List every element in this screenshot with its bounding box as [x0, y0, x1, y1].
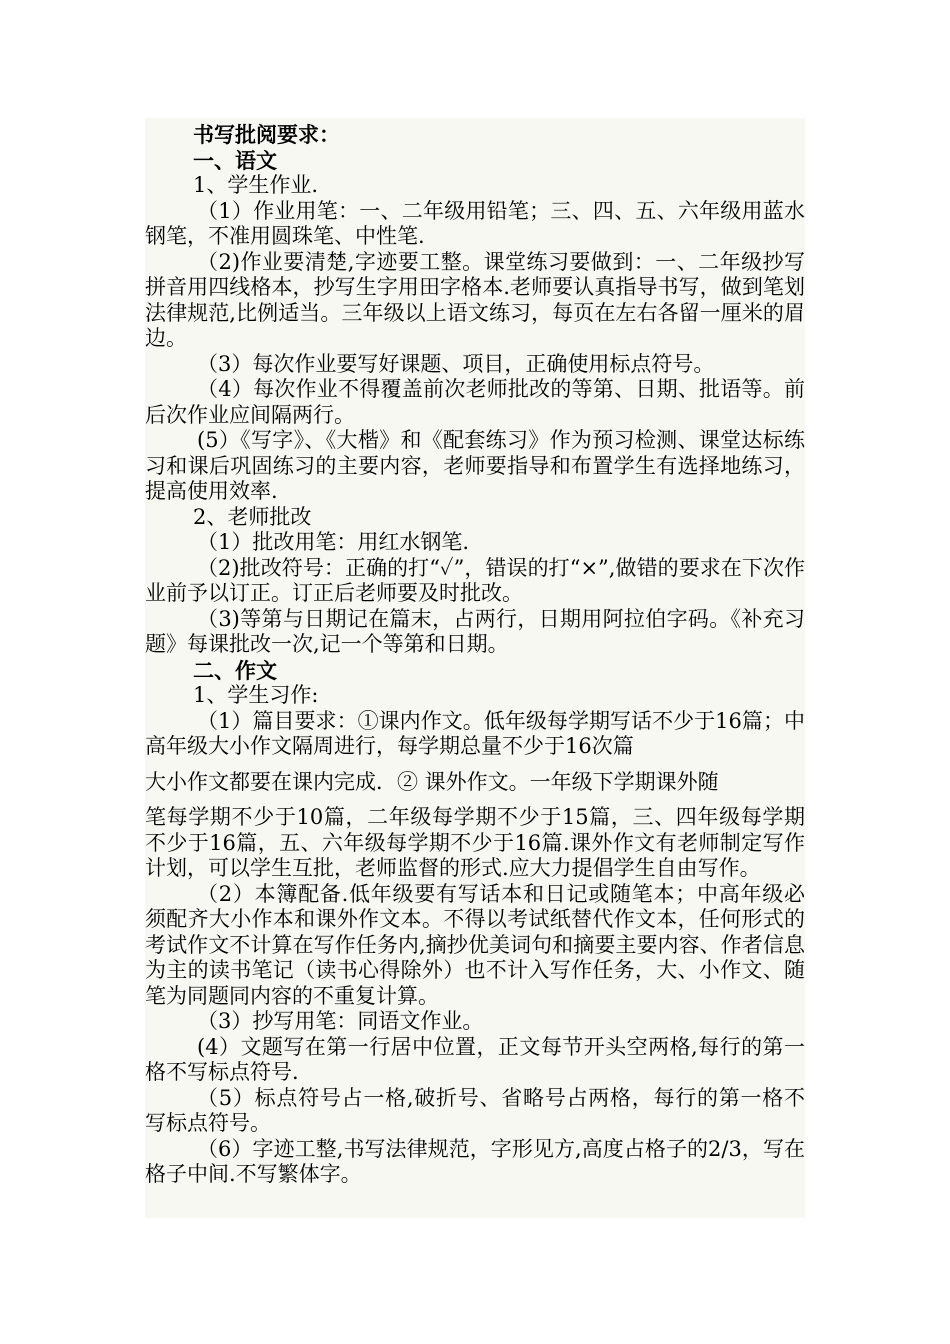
paragraph: （1）篇目要求：①课内作文。低年级每学期写话不少于16篇；中高年级大小作文隔周进行，每学期总量不少于16次篇 — [145, 708, 805, 758]
paragraph-continued: 大小作文都要在课内完成．② 课外作文。一年级下学期课外随 — [145, 769, 719, 794]
subsection-student-writing: 1、学生习作: — [193, 683, 319, 707]
paragraph: （3）每次作业要写好课题、项目，正确使用标点符号。 — [197, 351, 715, 376]
paragraph: （2）本簿配备.低年级要有写话本和日记或随笔本；中高年级必须配齐大小作本和课外作文本。不得以考试纸替代作文本，任何形式的考试作文不计算在写作任务内,摘抄优美词句和摘要主要内容、作者信息为主的读书笔记（读书心得除外）也不计入写作任务，大、小作文、随笔为同题同内容的不重复计算。 — [145, 881, 805, 1008]
paragraph: （3)等第与日期记在篇末，占两行，日期用阿拉伯字码。《补充习题》每课批改一次,记一个等第和日期。 — [145, 606, 805, 656]
paragraph: （4）每次作业不得覆盖前次老师批改的等第、日期、批语等。前后次作业应间隔两行。 — [145, 377, 805, 427]
paragraph-continued: 笔每学期不少于10篇，二年级每学期不少于15篇，三、四年级每学期不少于16篇，五、六年级每学期不少于16篇.课外作文有老师制定写作计划，可以学生互批，老师监督的形式.应大力提倡学生自由写作。 — [145, 805, 805, 880]
document-title: 书写批阅要求： — [193, 122, 340, 147]
subsection-teacher-marking: 2、老师批改 — [193, 504, 312, 529]
document-content — [145, 122, 805, 1188]
subsection-student-homework: 1、学生作业. — [193, 173, 319, 197]
paragraph: （6）字迹工整,书写法律规范，字形见方,高度占格子的2/3，写在格子中间.不写繁体字。 — [145, 1136, 805, 1186]
paragraph: (5）《写字》、《大楷》和《配套练习》作为预习检测、课堂达标练习和课后巩固练习的主要内容，老师要指导和布置学生有选择地练习，提高使用效率. — [145, 428, 805, 503]
section-heading-composition: 二、作文 — [193, 657, 277, 683]
paragraph: （2)作业要清楚,字迹要工整。课堂练习要做到：一、二年级抄写拼音用四线格本，抄写生字用田字格本.老师要认真指导书写，做到笔划法律规范,比例适当。三年级以上语文练习，每页在左右各留一厘米的眉边。 — [145, 249, 805, 350]
section-heading-chinese: 一、语文 — [193, 147, 277, 173]
paragraph: （2)批改符号：正确的打“✓”，错误的打“×”,做错的要求在下次作业前予以订正。订正后老师要及时批改。 — [145, 555, 805, 605]
paragraph: （1）作业用笔：一、二年级用铅笔；三、四、五、六年级用蓝水钢笔，不准用圆珠笔、中性笔. — [145, 198, 805, 248]
paragraph: （3）抄写用笔：同语文作业。 — [197, 1009, 484, 1033]
paragraph: （5）标点符号占一格,破折号、省略号占两格，每行的第一格不写标点符号。 — [145, 1085, 805, 1135]
paragraph: （1）批改用笔：用红水钢笔. — [197, 530, 470, 554]
paragraph: (4）文题写在第一行居中位置，正文每节开头空两格,每行的第一格不写标点符号. — [145, 1034, 805, 1084]
